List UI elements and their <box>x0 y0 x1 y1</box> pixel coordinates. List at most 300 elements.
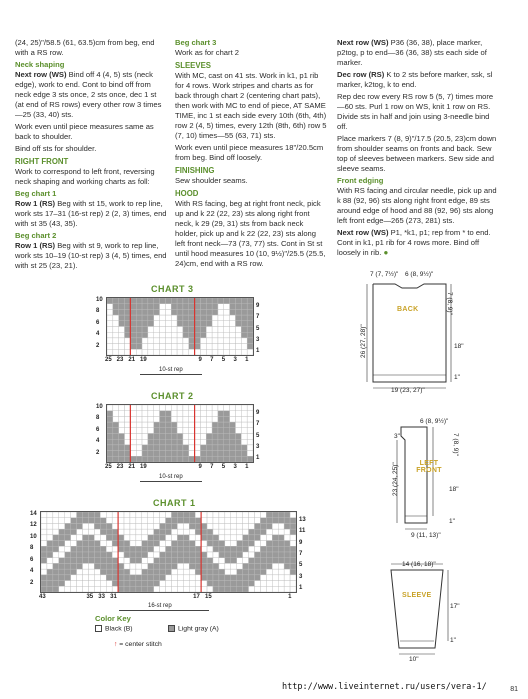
chart-cell <box>200 456 206 462</box>
chart-cell <box>166 523 172 529</box>
chart-cell <box>171 569 177 575</box>
chart-cell <box>83 569 89 575</box>
chart-cell <box>200 434 206 440</box>
chart-cell <box>231 523 237 529</box>
chart-cell <box>154 456 160 462</box>
chart-cell <box>266 575 272 581</box>
chart-cell <box>47 546 53 552</box>
chart-cell <box>65 541 71 547</box>
chart-cell <box>224 405 230 411</box>
chart-cell <box>219 546 225 552</box>
chart-cell <box>41 546 47 552</box>
chart-cell <box>119 434 125 440</box>
row-label: Next row (WS) <box>337 38 389 47</box>
chart-axis-label: 6 <box>96 426 100 433</box>
chart-cell <box>225 518 231 524</box>
chart-cell <box>278 586 284 592</box>
chart-cell <box>183 298 189 304</box>
row-text: P1, *k1, p1; rep from * to end. Cont in k1, p1 rib for 4 rows more. Bind off loosely in rib. <box>337 228 491 257</box>
chart-cell <box>125 416 131 422</box>
paragraph <box>337 38 497 68</box>
chart-cell <box>241 332 247 338</box>
paragraph: (24, 25)"/58.5 (61, 63.5)cm from beg, end with a RS row. <box>15 38 155 57</box>
front-outline <box>401 427 427 523</box>
chart-cell <box>224 456 230 462</box>
chart-cell <box>77 558 83 564</box>
key-black <box>95 625 133 632</box>
chart-cell <box>130 456 136 462</box>
chart-cell <box>212 332 218 338</box>
paragraph: Work even until piece measures same as back to shoulder. <box>15 122 154 141</box>
chart-cell <box>71 575 77 581</box>
chart-cell <box>254 535 260 541</box>
chart-cell <box>201 569 207 575</box>
chart-cell <box>201 541 207 547</box>
chart-cell <box>171 416 177 422</box>
chart-cell <box>148 332 154 338</box>
chart-cell <box>119 315 125 321</box>
chart-cell <box>107 344 113 350</box>
chart-cell <box>213 552 219 558</box>
right-front-heading: RIGHT FRONT <box>15 157 69 166</box>
chart-cell <box>124 512 130 518</box>
chart-cell <box>41 563 47 569</box>
chart-cell <box>166 535 172 541</box>
chart-cell <box>212 349 218 355</box>
row-text: Beg with st 15, work to rep line, work sts 17–31 (16-st rep) 2 (2, 3) times, end with st 35 (43, 35). <box>15 199 167 228</box>
chart-cell <box>249 546 255 552</box>
chart-cell <box>171 344 177 350</box>
chart-cell <box>266 546 272 552</box>
chart-cell <box>171 411 177 417</box>
chart-cell <box>241 456 247 462</box>
chart-cell <box>206 338 212 344</box>
chart-cell <box>148 428 154 434</box>
chart-cell <box>130 434 136 440</box>
chart-cell <box>189 349 195 355</box>
chart-cell <box>278 535 284 541</box>
chart-cell <box>165 422 171 428</box>
chart-cell <box>224 327 230 333</box>
chart-cell <box>266 512 272 518</box>
chart-cell <box>290 569 296 575</box>
chart-cell <box>118 552 124 558</box>
key-gray <box>168 625 219 632</box>
chart-cell <box>195 575 201 581</box>
chart-cell <box>195 309 201 315</box>
chart-cell <box>231 552 237 558</box>
chart-cell <box>218 428 224 434</box>
chart-cell <box>206 411 212 417</box>
chart-cell <box>206 298 212 304</box>
chart-cell <box>136 558 142 564</box>
chart-cell <box>142 349 148 355</box>
chart-cell <box>41 558 47 564</box>
chart-cell <box>235 434 241 440</box>
chart-cell <box>243 581 249 587</box>
chart-cell <box>125 411 131 417</box>
chart-cell <box>65 512 71 518</box>
chart-axis-label: 13 <box>299 516 306 523</box>
chart-cell <box>218 321 224 327</box>
paragraph: Work to correspond to left front, reversing neck shaping and working charts as foll: <box>15 167 155 186</box>
chart-cell <box>219 581 225 587</box>
chart-cell <box>189 518 195 524</box>
chart-cell <box>219 518 225 524</box>
chart-cell <box>100 518 106 524</box>
chart2-rep-label: 10-st rep <box>159 474 183 480</box>
chart-axis-label: 6 <box>96 319 100 326</box>
chart-cell <box>225 512 231 518</box>
chart-cell <box>235 411 241 417</box>
chart-cells <box>41 512 296 592</box>
chart-cell <box>65 546 71 552</box>
chart-cell <box>231 535 237 541</box>
chart-cell <box>235 338 241 344</box>
chart-cell <box>278 512 284 518</box>
chart-cell <box>237 541 243 547</box>
chart-cell <box>260 518 266 524</box>
chart-cell <box>160 315 166 321</box>
chart-cell <box>119 445 125 451</box>
chart-cell <box>206 416 212 422</box>
chart-cell <box>195 546 201 552</box>
chart-cell <box>200 304 206 310</box>
chart-cell <box>231 569 237 575</box>
chart-cell <box>136 529 142 535</box>
chart-cell <box>183 575 189 581</box>
chart-cell <box>171 456 177 462</box>
chart-cell <box>177 422 183 428</box>
chart-cell <box>148 581 154 587</box>
chart-cell <box>118 569 124 575</box>
chart-cell <box>142 456 148 462</box>
chart-cell <box>206 332 212 338</box>
beg-chart2-heading: Beg chart 2 <box>15 231 57 240</box>
chart-cell <box>189 445 195 451</box>
chart-cell <box>119 298 125 304</box>
chart-cell <box>183 529 189 535</box>
chart-cell <box>83 523 89 529</box>
chart-cell <box>171 518 177 524</box>
chart-cell <box>171 451 177 457</box>
paragraph <box>15 241 167 271</box>
text-column-2 <box>175 38 328 271</box>
chart-cell <box>112 535 118 541</box>
chart-cell <box>290 535 296 541</box>
chart-cell <box>119 416 125 422</box>
chart-cell <box>125 332 131 338</box>
chart-cell <box>195 332 201 338</box>
chart-cell <box>224 315 230 321</box>
neck-shaping-heading: Neck shaping <box>15 60 65 69</box>
chart-cell <box>154 541 160 547</box>
chart-cell <box>119 422 125 428</box>
chart-cell <box>290 586 296 592</box>
chart-cell <box>212 315 218 321</box>
chart-cell <box>177 586 183 592</box>
chart-cell <box>142 338 148 344</box>
chart-cell <box>207 541 213 547</box>
chart-cell <box>235 456 241 462</box>
chart-cell <box>100 581 106 587</box>
chart-cell <box>160 309 166 315</box>
chart-cell <box>171 523 177 529</box>
chart-cell <box>231 586 237 592</box>
chart-cell <box>125 434 131 440</box>
paragraph: Rep dec row every RS row 5 (5, 7) times more—60 sts. Purl 1 row on WS, knit 1 row on RS. Divide sts in half and join using 3-needle bind off. <box>337 92 494 131</box>
chart-cell <box>171 439 177 445</box>
chart-cell <box>183 558 189 564</box>
chart-cell <box>249 529 255 535</box>
chart-cell <box>166 546 172 552</box>
chart-cell <box>213 581 219 587</box>
chart-cell <box>125 298 131 304</box>
chart-cell <box>249 558 255 564</box>
chart-cell <box>272 541 278 547</box>
chart-cell <box>183 332 189 338</box>
chart-cell <box>119 332 125 338</box>
chart-cell <box>224 332 230 338</box>
chart-cell <box>154 512 160 518</box>
chart-cell <box>125 439 131 445</box>
chart-cell <box>94 546 100 552</box>
chart-cell <box>154 338 160 344</box>
chart-cell <box>212 451 218 457</box>
chart-cell <box>266 552 272 558</box>
chart-cell <box>142 586 148 592</box>
chart-cell <box>237 535 243 541</box>
chart-cell <box>195 456 201 462</box>
chart-cell <box>237 552 243 558</box>
chart-cell <box>142 298 148 304</box>
chart-axis-label: 1 <box>288 594 292 600</box>
chart-cell <box>243 529 249 535</box>
chart-cell <box>130 569 136 575</box>
chart-cell <box>200 338 206 344</box>
chart-cell <box>266 541 272 547</box>
chart-cell <box>107 338 113 344</box>
chart-cell <box>247 405 253 411</box>
chart-cell <box>107 298 113 304</box>
chart-cell <box>165 451 171 457</box>
chart-cell <box>106 586 112 592</box>
chart-cell <box>100 546 106 552</box>
chart-cell <box>130 445 136 451</box>
chart-cell <box>171 298 177 304</box>
chart-cell <box>160 332 166 338</box>
chart-cell <box>230 349 236 355</box>
chart-cell <box>247 434 253 440</box>
chart-cell <box>148 304 154 310</box>
chart-cell <box>136 439 142 445</box>
chart-cell <box>119 405 125 411</box>
chart-cell <box>119 349 125 355</box>
chart-cell <box>177 541 183 547</box>
chart-cell <box>83 581 89 587</box>
chart-cell <box>171 428 177 434</box>
chart-cell <box>254 575 260 581</box>
chart-cell <box>260 563 266 569</box>
chart-cell <box>113 439 119 445</box>
chart-cell <box>206 445 212 451</box>
chart-cell <box>154 563 160 569</box>
chart-cell <box>235 416 241 422</box>
chart-cell <box>106 552 112 558</box>
chart-cell <box>189 586 195 592</box>
watermark-url: http://www.liveinternet.ru/users/vera-1/ <box>282 682 487 692</box>
chart-cell <box>212 327 218 333</box>
chart-cell <box>183 309 189 315</box>
chart-cell <box>218 327 224 333</box>
chart-cell <box>124 581 130 587</box>
chart-cell <box>183 523 189 529</box>
chart-axis-label: 9 <box>256 409 260 416</box>
chart-axis-label: 6 <box>30 556 34 563</box>
chart-cell <box>148 541 154 547</box>
chart-cell <box>124 563 130 569</box>
chart-cell <box>166 575 172 581</box>
chart1-title: CHART 1 <box>153 498 196 508</box>
chart-cell <box>177 434 183 440</box>
chart-cell <box>41 569 47 575</box>
chart-cell <box>195 338 201 344</box>
chart-cell <box>195 529 201 535</box>
chart-cell <box>266 535 272 541</box>
chart-axis-label: 3 <box>233 464 237 470</box>
chart-cell <box>118 563 124 569</box>
back-top2-dimension: 6 (8, 9½)" <box>405 271 434 278</box>
chart-axis-label: 5 <box>256 432 260 439</box>
chart-cell <box>189 422 195 428</box>
chart-cell <box>160 422 166 428</box>
chart-cell <box>165 439 171 445</box>
chart-cell <box>136 575 142 581</box>
chart-cell <box>189 321 195 327</box>
key-gray-label: Light gray (A) <box>178 625 219 633</box>
chart-cell <box>218 332 224 338</box>
chart-cell <box>53 581 59 587</box>
chart-cell <box>212 304 218 310</box>
chart-cell <box>254 541 260 547</box>
chart-cell <box>260 581 266 587</box>
paragraph: Bind off sts for shoulder. <box>15 144 97 153</box>
chart-cell <box>118 558 124 564</box>
sleeve-bottom: 10" <box>409 656 419 663</box>
beg-chart3-heading: Beg chart 3 <box>175 38 217 47</box>
chart-cell <box>247 428 253 434</box>
chart-cell <box>166 552 172 558</box>
chart-cell <box>219 575 225 581</box>
chart-cell <box>177 332 183 338</box>
chart-cell <box>154 309 160 315</box>
chart-cell <box>254 558 260 564</box>
chart-cell <box>59 569 65 575</box>
chart-cell <box>112 529 118 535</box>
chart-cell <box>83 518 89 524</box>
chart-cell <box>201 546 207 552</box>
chart-cell <box>165 344 171 350</box>
chart-cell <box>53 518 59 524</box>
chart-cell <box>53 563 59 569</box>
chart-cell <box>106 581 112 587</box>
chart-cell <box>183 321 189 327</box>
chart-cell <box>200 332 206 338</box>
chart-cell <box>183 586 189 592</box>
chart-cell <box>59 518 65 524</box>
chart-cell <box>142 518 148 524</box>
chart-cell <box>225 535 231 541</box>
chart-cell <box>100 558 106 564</box>
chart-cell <box>189 523 195 529</box>
chart-cell <box>254 586 260 592</box>
chart-cell <box>142 304 148 310</box>
chart-cell <box>124 586 130 592</box>
sleeve-rib: 1" <box>450 637 456 644</box>
chart-cell <box>142 575 148 581</box>
chart-cell <box>212 405 218 411</box>
chart-cell <box>130 523 136 529</box>
chart-cell <box>142 405 148 411</box>
chart-cell <box>160 558 166 564</box>
chart-cell <box>136 451 142 457</box>
chart-cell <box>230 422 236 428</box>
chart-cell <box>225 546 231 552</box>
chart-cell <box>241 422 247 428</box>
chart-cell <box>171 529 177 535</box>
chart-cell <box>83 558 89 564</box>
chart-cell <box>243 563 249 569</box>
chart-cell <box>165 332 171 338</box>
chart-cell <box>200 445 206 451</box>
chart-cell <box>94 523 100 529</box>
chart-cell <box>83 529 89 535</box>
chart-cell <box>113 338 119 344</box>
chart-cell <box>154 344 160 350</box>
white-swatch-icon <box>95 625 102 632</box>
chart-cell <box>113 456 119 462</box>
chart-cell <box>41 586 47 592</box>
chart-cell <box>225 586 231 592</box>
chart-cell <box>112 575 118 581</box>
chart-cell <box>59 541 65 547</box>
chart-cell <box>77 569 83 575</box>
chart-cell <box>65 552 71 558</box>
chart-cell <box>219 563 225 569</box>
chart-cell <box>272 575 278 581</box>
chart-cell <box>83 552 89 558</box>
chart-cell <box>224 422 230 428</box>
chart-cell <box>284 563 290 569</box>
chart-cell <box>195 439 201 445</box>
hood-heading: HOOD <box>175 189 199 198</box>
chart-cell <box>241 309 247 315</box>
chart-cell <box>218 338 224 344</box>
chart-axis-label: 33 <box>98 594 105 600</box>
chart-cell <box>112 523 118 529</box>
chart-cell <box>212 338 218 344</box>
chart-cell <box>119 304 125 310</box>
chart-cell <box>107 416 113 422</box>
chart-axis-label: 3 <box>256 336 260 343</box>
chart-cell <box>224 439 230 445</box>
chart-cell <box>212 309 218 315</box>
chart-cell <box>125 338 131 344</box>
chart-cell <box>165 327 171 333</box>
chart-cell <box>219 535 225 541</box>
chart-cell <box>41 518 47 524</box>
chart-axis-label: 23 <box>116 357 124 363</box>
